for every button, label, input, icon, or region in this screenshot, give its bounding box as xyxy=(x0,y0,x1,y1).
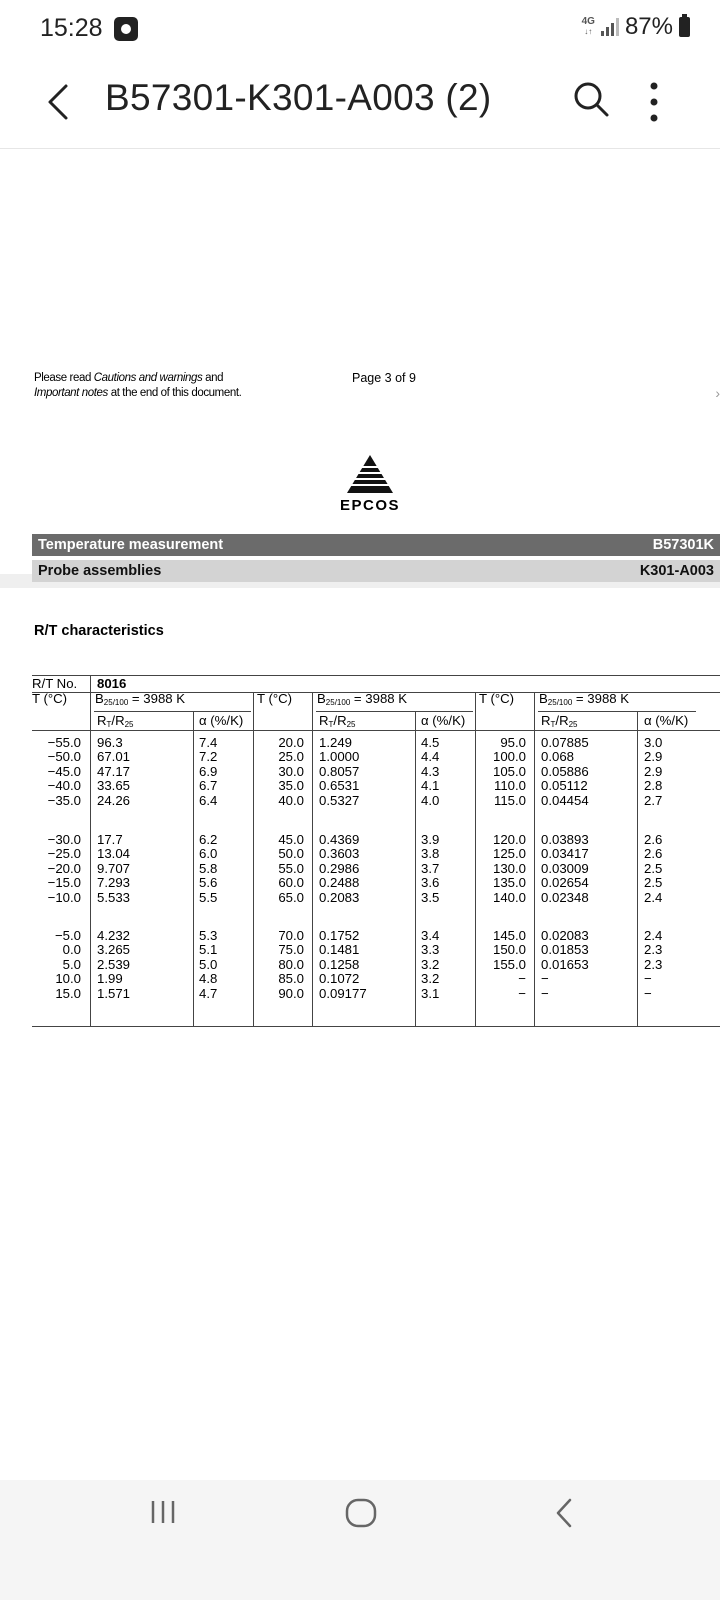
resistance-header-part: R xyxy=(319,713,329,728)
temperature-cell: 0.0 xyxy=(62,942,81,958)
resistance-header-part: R xyxy=(541,713,551,728)
b-header-suffix: = 3988 K xyxy=(572,691,630,706)
resistance-ratio-cell: 0.5327 xyxy=(319,792,360,808)
temperature-cell: 40.0 xyxy=(278,792,304,808)
b-header-suffix: = 3988 K xyxy=(128,691,186,706)
resistance-ratio-cell: 13.04 xyxy=(97,846,131,862)
alpha-cell: 6.4 xyxy=(199,792,218,808)
resistance-ratio-cell: 96.3 xyxy=(97,735,123,750)
table-bottom-rule xyxy=(32,1026,720,1027)
resistance-ratio-cell: 1.0000 xyxy=(319,749,360,765)
temperature-cell: 30.0 xyxy=(278,763,304,779)
resistance-ratio-cell: 33.65 xyxy=(97,778,131,794)
alpha-cell: 5.5 xyxy=(199,889,218,905)
b-header-sub: 25/100 xyxy=(547,698,573,707)
recent-apps-icon[interactable] xyxy=(148,1495,178,1527)
document-title: B57301-K301-A003 (2) xyxy=(105,77,492,118)
b-header-underline xyxy=(316,711,473,712)
scroll-edge-indicator: › xyxy=(715,385,720,401)
resistance-ratio-cell: 7.293 xyxy=(97,875,131,891)
resistance-ratio-cell: 0.1752 xyxy=(319,928,360,943)
temperature-cell: 10.0 xyxy=(55,971,81,987)
temperature-cell: 100.0 xyxy=(492,749,526,765)
column-divider xyxy=(415,711,416,1026)
resistance-ratio-cell: 0.03009 xyxy=(541,860,589,876)
temperature-cell: − xyxy=(518,971,526,987)
alpha-cell: 6.7 xyxy=(199,778,218,794)
logo-text: EPCOS xyxy=(339,497,400,514)
product-code: B57301K xyxy=(652,537,714,553)
resistance-ratio-cell: 2.539 xyxy=(97,956,131,972)
resistance-ratio-cell: 0.6531 xyxy=(319,778,360,794)
temperature-cell: 50.0 xyxy=(278,846,304,862)
alpha-cell: 4.5 xyxy=(421,735,440,750)
alpha-cell: 3.3 xyxy=(421,942,440,958)
network-type-label: 4G xyxy=(581,16,595,27)
temperature-cell: 20.0 xyxy=(278,735,304,750)
resistance-header-part: 25 xyxy=(568,720,578,729)
resistance-ratio-cell: 0.02348 xyxy=(541,889,589,905)
epcos-logo xyxy=(330,455,410,525)
resistance-ratio-cell: 0.1072 xyxy=(319,971,360,987)
category-title: Temperature measurement xyxy=(38,537,224,553)
column-divider xyxy=(312,692,313,1026)
battery-icon xyxy=(679,17,690,37)
resistance-ratio-cell: 0.2083 xyxy=(319,889,360,905)
resistance-ratio-cell: 0.4369 xyxy=(319,832,360,847)
temperature-cell: 45.0 xyxy=(278,832,304,847)
column-divider xyxy=(475,692,476,1026)
b-value-header xyxy=(539,691,629,710)
status-time: 15:28 xyxy=(40,14,103,42)
product-variant: K301-A003 xyxy=(639,563,714,579)
temperature-cell: 135.0 xyxy=(492,875,526,891)
alpha-cell: 2.3 xyxy=(644,942,663,958)
t-header: T (°C) xyxy=(32,691,68,706)
temperature-cell: 75.0 xyxy=(278,942,304,958)
temperature-cell: −20.0 xyxy=(47,860,81,876)
alpha-cell: 7.4 xyxy=(199,735,218,750)
temperature-cell: 130.0 xyxy=(492,860,526,876)
nav-back-icon[interactable] xyxy=(552,1496,576,1530)
resistance-ratio-cell: 0.03417 xyxy=(541,846,589,862)
alpha-cell: 3.5 xyxy=(421,889,440,905)
alpha-cell: 2.4 xyxy=(644,928,663,943)
temperature-cell: 80.0 xyxy=(278,956,304,972)
temperature-cell: 60.0 xyxy=(278,875,304,891)
b-header-sub: 25/100 xyxy=(103,698,129,707)
alpha-cell: 3.4 xyxy=(421,928,440,943)
resistance-ratio-cell: 0.05112 xyxy=(541,778,588,794)
resistance-ratio-cell: 0.8057 xyxy=(319,763,360,779)
alpha-cell: 6.2 xyxy=(199,832,218,847)
t-header: T (°C) xyxy=(479,691,515,706)
resistance-ratio-cell: 0.02654 xyxy=(541,875,589,891)
b-value-header xyxy=(95,691,185,710)
resistance-ratio-cell: 0.01653 xyxy=(541,956,589,972)
alpha-cell: 3.6 xyxy=(421,875,440,891)
resistance-header-part: /R xyxy=(333,713,347,728)
resistance-ratio-cell: 1.571 xyxy=(97,985,131,1001)
temperature-cell: − xyxy=(518,985,526,1001)
b-header-prefix: B xyxy=(95,691,104,706)
resistance-ratio-cell: 1.99 xyxy=(97,971,123,987)
resistance-ratio-cell: 24.26 xyxy=(97,792,131,808)
temperature-cell: 115.0 xyxy=(493,792,526,808)
resistance-header-part: R xyxy=(97,713,107,728)
alpha-cell: 2.6 xyxy=(644,832,663,847)
b-header-underline xyxy=(94,711,251,712)
alpha-cell: 2.8 xyxy=(644,778,663,794)
b-header-sub: 25/100 xyxy=(325,698,351,707)
resistance-ratio-cell: 0.05886 xyxy=(541,763,589,779)
app-bar xyxy=(0,60,720,149)
resistance-header-part: 25 xyxy=(346,720,356,729)
back-arrow-icon[interactable] xyxy=(38,80,82,124)
temperature-cell: −30.0 xyxy=(47,832,81,847)
temperature-cell: −25.0 xyxy=(47,846,81,862)
temperature-cell: −40.0 xyxy=(47,778,81,794)
previous-page-footer xyxy=(0,149,720,434)
caution-italic-text: Cautions and warnings xyxy=(93,372,203,384)
temperature-cell: 65.0 xyxy=(278,889,304,905)
resistance-header-part: 25 xyxy=(124,720,134,729)
resistance-ratio-cell: 0.2986 xyxy=(319,860,360,876)
epcos-logo-icon xyxy=(347,455,393,493)
header-band-light xyxy=(32,560,720,582)
column-divider xyxy=(193,711,194,1026)
column-divider xyxy=(534,692,535,1026)
table-top-rule xyxy=(32,675,720,676)
alpha-cell: 4.8 xyxy=(199,971,218,987)
resistance-header-part: T xyxy=(106,720,112,729)
important-notes-italic: Important notes xyxy=(34,387,108,399)
resistance-header-part: T xyxy=(328,720,334,729)
page-indicator: Page 3 of 9 xyxy=(352,371,416,385)
column-divider xyxy=(90,675,91,1026)
temperature-cell: 25.0 xyxy=(278,749,304,765)
alpha-cell: 5.6 xyxy=(199,875,218,891)
temperature-cell: 110.0 xyxy=(493,778,526,794)
status-bar xyxy=(0,0,720,56)
temperature-cell: −45.0 xyxy=(47,763,81,779)
temperature-cell: 150.0 xyxy=(492,942,526,958)
alpha-cell: 2.5 xyxy=(644,860,663,876)
alpha-cell: 3.8 xyxy=(421,846,440,862)
alpha-cell: 2.7 xyxy=(644,792,663,808)
t-header: T (°C) xyxy=(257,691,293,706)
alpha-cell: 4.4 xyxy=(421,749,440,765)
temperature-cell: 90.0 xyxy=(278,985,304,1001)
header-rule xyxy=(32,730,720,731)
resistance-ratio-cell: 0.04454 xyxy=(541,792,589,808)
alpha-cell: 4.3 xyxy=(421,763,440,779)
temperature-cell: 35.0 xyxy=(278,778,304,794)
temperature-cell: −50.0 xyxy=(47,749,81,765)
temperature-cell: 120.0 xyxy=(492,832,526,847)
b-header-prefix: B xyxy=(539,691,548,706)
status-indicators xyxy=(582,12,690,42)
resistance-ratio-cell: − xyxy=(541,985,549,1001)
temperature-cell: 15.0 xyxy=(55,985,81,1001)
alpha-header: α (%/K) xyxy=(199,713,244,728)
resistance-ratio-cell: 0.1258 xyxy=(319,956,360,972)
resistance-header-part: /R xyxy=(111,713,125,728)
resistance-ratio-cell: 0.01853 xyxy=(541,942,589,958)
resistance-ratio-cell: 0.2488 xyxy=(319,875,360,891)
alpha-cell: 6.0 xyxy=(199,846,218,862)
alpha-cell: 3.7 xyxy=(421,860,440,876)
resistance-ratio-cell: 0.09177 xyxy=(319,985,367,1001)
alpha-cell: 3.9 xyxy=(421,832,440,847)
resistance-ratio-cell: 9.707 xyxy=(97,860,131,876)
alpha-cell: 7.2 xyxy=(199,749,218,765)
alpha-cell: 6.9 xyxy=(199,763,218,779)
alpha-cell: 2.9 xyxy=(644,763,663,779)
alpha-cell: − xyxy=(644,985,652,1001)
resistance-ratio-cell: 17.7 xyxy=(97,832,123,847)
data-arrows-icon: ↓↑ xyxy=(584,27,593,36)
temperature-cell: 125.0 xyxy=(492,846,526,862)
resistance-ratio-cell: 0.3603 xyxy=(319,846,360,862)
caution-text: Please read xyxy=(34,372,94,384)
temperature-cell: −10.0 xyxy=(47,889,81,905)
resistance-header-part: /R xyxy=(555,713,569,728)
temperature-cell: 5.0 xyxy=(62,956,81,972)
resistance-ratio-cell: 3.265 xyxy=(97,942,131,958)
temperature-cell: 85.0 xyxy=(278,971,304,987)
temperature-cell: −5.0 xyxy=(54,928,81,943)
alpha-cell: 5.1 xyxy=(199,942,218,958)
b-value-header xyxy=(317,691,407,710)
alpha-cell: 2.5 xyxy=(644,875,663,891)
column-divider xyxy=(253,692,254,1026)
alpha-cell: 3.2 xyxy=(421,971,440,987)
signal-strength-icon xyxy=(601,18,619,36)
temperature-cell: −35.0 xyxy=(47,792,81,808)
rt-no-value: 8016 xyxy=(97,676,127,691)
alpha-cell: 2.3 xyxy=(644,956,663,972)
temperature-cell: 55.0 xyxy=(278,860,304,876)
b-header-suffix: = 3988 K xyxy=(350,691,408,706)
temperature-cell: 140.0 xyxy=(492,889,526,905)
temperature-cell: 70.0 xyxy=(278,928,304,943)
alpha-cell: 3.2 xyxy=(421,956,440,972)
search-icon[interactable] xyxy=(570,78,612,120)
alpha-cell: 3.1 xyxy=(421,985,440,1001)
more-options-icon[interactable] xyxy=(640,78,668,126)
temperature-cell: 105.0 xyxy=(492,763,526,779)
caution-note xyxy=(34,371,294,401)
alpha-cell: 3.0 xyxy=(644,735,663,750)
b-header-underline xyxy=(538,711,696,712)
alpha-header: α (%/K) xyxy=(421,713,466,728)
resistance-ratio-cell: 0.1481 xyxy=(319,942,360,958)
column-divider xyxy=(637,711,638,1026)
alpha-cell: − xyxy=(644,971,652,987)
alpha-cell: 5.0 xyxy=(199,956,218,972)
alpha-cell: 2.6 xyxy=(644,846,663,862)
resistance-ratio-cell: 1.249 xyxy=(319,735,353,750)
resistance-ratio-cell: 0.068 xyxy=(541,749,575,765)
section-heading: R/T characteristics xyxy=(34,623,164,639)
resistance-ratio-cell: 47.17 xyxy=(97,763,131,779)
caution-text-end: and xyxy=(202,372,224,384)
alpha-cell: 4.1 xyxy=(421,778,440,794)
alpha-cell: 5.3 xyxy=(199,928,218,943)
caution-text-line2: at the end of this document. xyxy=(107,387,242,399)
temperature-cell: −15.0 xyxy=(47,875,81,891)
home-icon[interactable] xyxy=(344,1497,378,1529)
header-band-dark xyxy=(32,534,720,556)
alpha-cell: 4.7 xyxy=(199,985,218,1001)
subcategory-title: Probe assemblies xyxy=(38,563,162,579)
alpha-cell: 4.0 xyxy=(421,792,440,808)
resistance-ratio-cell: 5.533 xyxy=(97,889,131,905)
b-header-prefix: B xyxy=(317,691,326,706)
temperature-cell: 145.0 xyxy=(492,928,526,943)
screen-record-icon xyxy=(114,17,138,41)
resistance-ratio-cell: 4.232 xyxy=(97,928,131,943)
alpha-cell: 2.4 xyxy=(644,889,663,905)
resistance-ratio-cell: 0.02083 xyxy=(541,928,589,943)
rt-no-label: R/T No. xyxy=(32,676,78,691)
resistance-header-part: T xyxy=(550,720,556,729)
temperature-cell: −55.0 xyxy=(47,735,81,750)
alpha-cell: 2.9 xyxy=(644,749,663,765)
network-type-icon xyxy=(582,17,595,37)
alpha-header: α (%/K) xyxy=(644,713,689,728)
battery-percentage: 87% xyxy=(624,13,673,40)
temperature-cell: 95.0 xyxy=(500,735,526,750)
resistance-ratio-cell: 0.07885 xyxy=(541,735,589,750)
resistance-ratio-cell: 0.03893 xyxy=(541,832,589,847)
alpha-cell: 5.8 xyxy=(199,860,218,876)
resistance-ratio-cell: − xyxy=(541,971,549,987)
temperature-cell: 155.0 xyxy=(492,956,526,972)
resistance-ratio-cell: 67.01 xyxy=(97,749,131,765)
